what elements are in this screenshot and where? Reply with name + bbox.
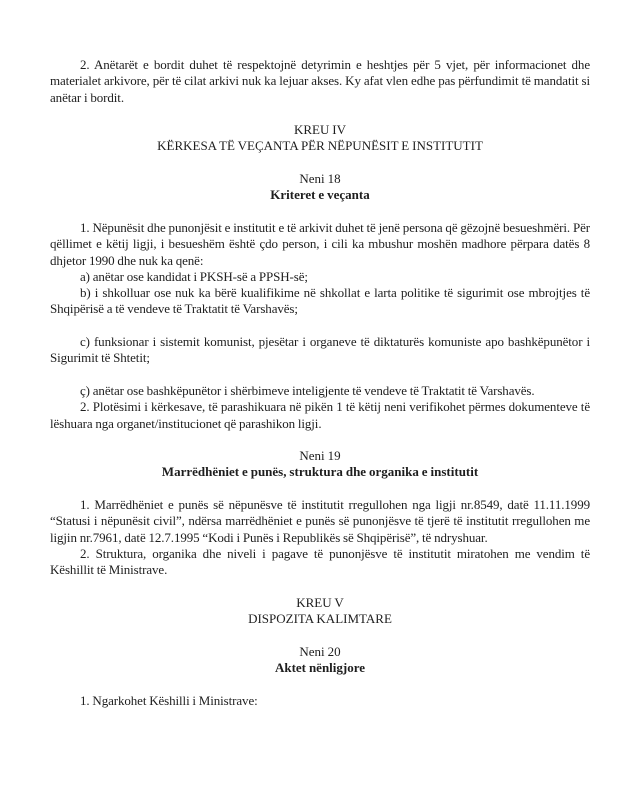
paragraph: b) i shkolluar ose nuk ka bërë kualifikime në shkollat e larta politike të sigurimit ose mbrojtjes të Shqipërisë a të vendeve të Traktatit të Varshavës; <box>50 285 590 317</box>
article-title: Marrëdhëniet e punës, struktura dhe organika e institutit <box>161 464 479 480</box>
article-title: Kriteret e veçanta <box>270 187 370 203</box>
paragraph: ç) anëtar ose bashkëpunëtor i shërbimeve inteligjente të vendeve të Traktatit të Varshavës. <box>80 382 535 398</box>
spacer <box>50 204 590 220</box>
paragraph: 2. Plotësimi i kërkesave, të parashikuara në pikën 1 të këtij neni verifikohet përmes dokumenteve të lëshuara nga organet/institucionet që parashikon ligji. <box>50 399 590 431</box>
spacer <box>50 106 590 122</box>
section-heading: KREU IV <box>293 122 347 138</box>
section-heading: Neni 19 <box>299 448 341 464</box>
spacer <box>50 676 590 692</box>
article-title: Aktet nënligjore <box>274 659 366 675</box>
section-heading: Neni 18 <box>299 171 341 187</box>
paragraph: a) anëtar ose kandidat i PKSH-së a PPSH-së; <box>80 268 308 284</box>
paragraph: 1. Nëpunësit dhe punonjësit e institutit e të arkivit duhet të jenë persona që gëzojnë besueshmëri. Për qëllimet e këtij ligji, i besueshëm është çdo person, i cili ka mbushur moshën madhore përpara datës 8 dhjetor 1990 dhe nuk ka qenë: <box>50 219 590 268</box>
paragraph: 2. Anëtarët e bordit duhet të respektojnë detyrimin e heshtjes për 5 vjet, për informacionet dhe materialet arkivore, për të cilat arkivi nuk ka lejuar akses. Ky afat vlen edhe pas përfundimit të mandatit si anëtar i bordit. <box>50 57 590 105</box>
paragraph: 1. Marrëdhëniet e punës së nëpunësve të institutit rregullohen nga ligji nr.8549, datë 11.11.1999 “Statusi i nëpunësit civil”, ndërsa marrëdhëniet e punës së punonjësve të tjerë të institutit rregullohen me ligjin nr.7961, datë 12.7.1995 “Kodi i Punës i Republikës së Shqipërisë”, të ndryshuar. <box>50 497 590 545</box>
section-heading: DISPOZITA KALIMTARE <box>248 611 392 627</box>
spacer <box>50 627 590 643</box>
paragraph: 1. Ngarkohet Këshilli i Ministrave: <box>80 692 258 708</box>
spacer <box>50 432 590 448</box>
section-heading: KËRKESA TË VEÇANTA PËR NËPUNËSIT E INSTITUTIT <box>157 138 483 154</box>
section-heading: KREU V <box>296 594 344 610</box>
paragraph: 2. Struktura, organika dhe niveli i pagave të punonjësve të institutit miratohen me vendim të Këshillit të Ministrave. <box>50 545 590 578</box>
spacer <box>50 367 590 383</box>
spacer <box>50 318 590 334</box>
spacer <box>50 579 590 595</box>
document-content <box>50 57 590 709</box>
spacer <box>50 155 590 171</box>
paragraph: c) funksionar i sistemit komunist, pjesëtar i organeve të diktaturës komuniste apo bashkëpunëtor i Sigurimit të Shtetit; <box>50 334 590 366</box>
spacer <box>50 481 590 497</box>
section-heading: Neni 20 <box>299 643 341 659</box>
